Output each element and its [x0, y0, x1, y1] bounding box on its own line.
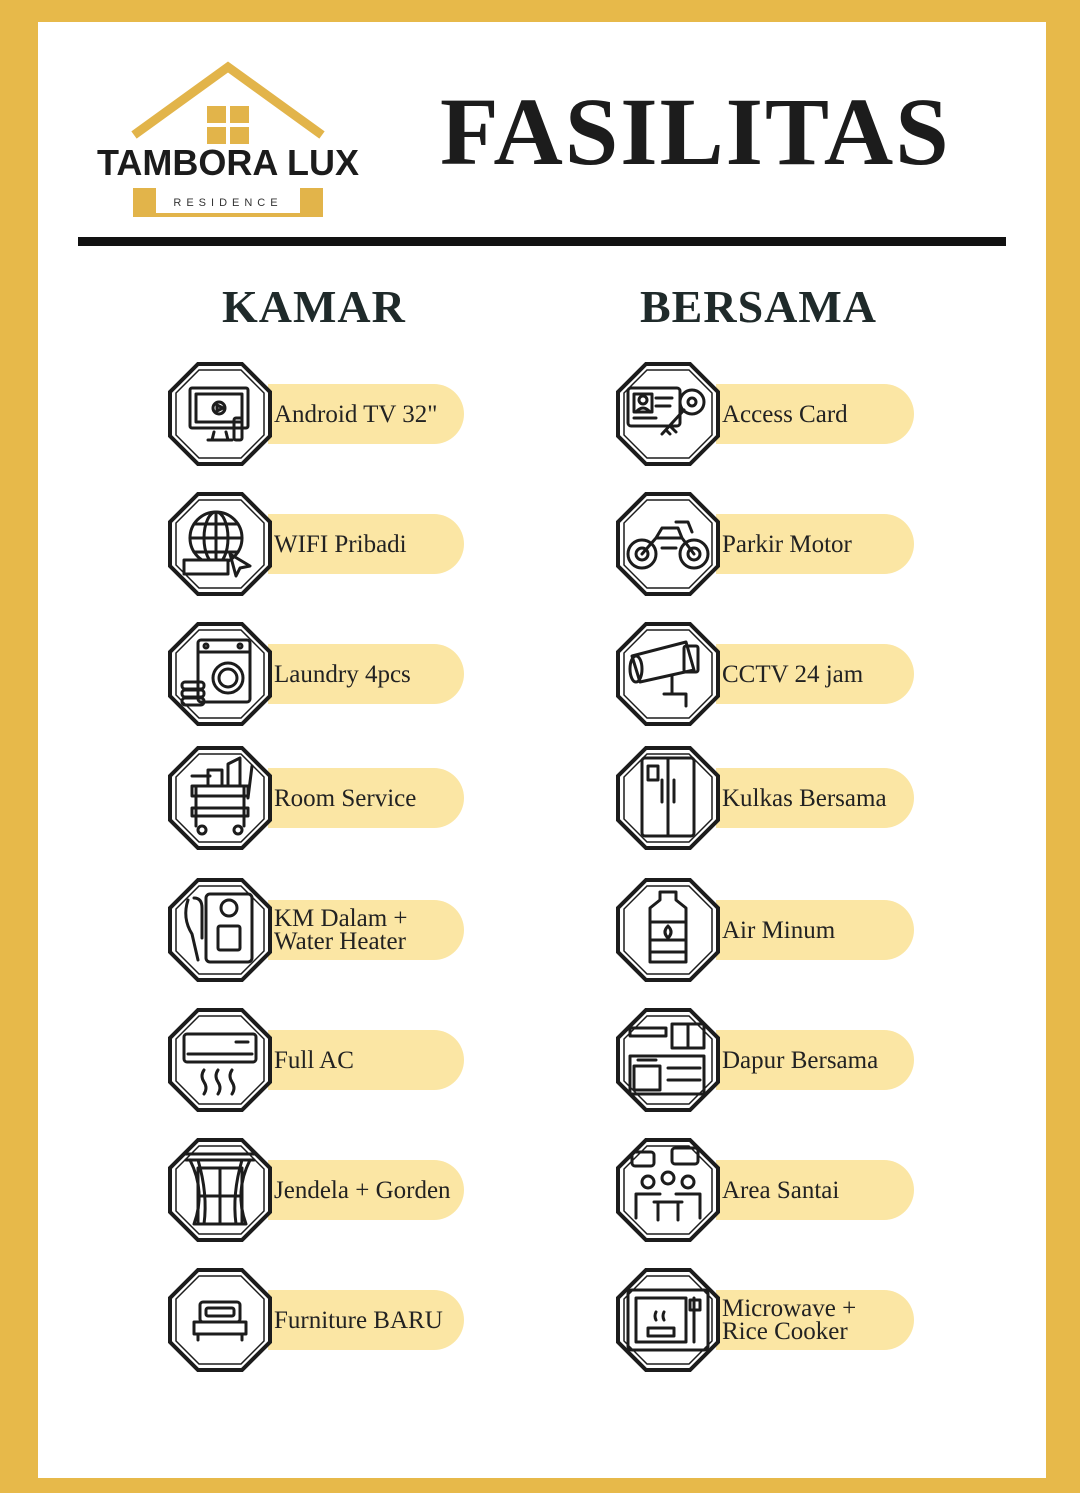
air-conditioner-icon [168, 1008, 272, 1112]
facility-label-pill [268, 1290, 464, 1350]
brand-name: TAMBORA LUX [97, 142, 359, 183]
facility-item [616, 1008, 974, 1112]
bed-icon [168, 1268, 272, 1372]
facility-label: Microwave + Rice Cooker [722, 1295, 857, 1345]
facility-label: Air Minum [722, 916, 836, 944]
facility-item [168, 1268, 524, 1372]
cctv-camera-icon [616, 622, 720, 726]
lounge-chat-icon [616, 1138, 720, 1242]
facility-label: Android TV 32" [274, 400, 438, 428]
facility-item [616, 746, 974, 850]
facility-label: Jendela + Gorden [274, 1176, 451, 1204]
facility-label: CCTV 24 jam [722, 660, 864, 688]
facility-item [616, 1138, 974, 1242]
facility-item [168, 878, 524, 982]
motorcycle-icon [616, 492, 720, 596]
globe-www-icon [168, 492, 272, 596]
facility-label: Laundry 4pcs [274, 660, 411, 688]
facility-label: Room Service [274, 784, 417, 812]
water-heater-icon [168, 878, 272, 982]
heading-kamar: KAMAR [222, 281, 406, 332]
window-curtain-icon [168, 1138, 272, 1242]
facility-label-pill [716, 384, 914, 444]
tv-icon [168, 362, 272, 466]
facility-label-pill [268, 1160, 464, 1220]
facility-label: Kulkas Bersama [722, 784, 887, 812]
page-title: FASILITAS [440, 78, 951, 185]
facility-label-pill [268, 514, 464, 574]
facility-item [168, 746, 524, 850]
cleaning-cart-icon [168, 746, 272, 850]
microwave-icon [616, 1268, 720, 1372]
facility-label-pill [268, 644, 464, 704]
facility-item [168, 1008, 524, 1112]
facility-item [616, 362, 974, 466]
facility-label-pill [268, 384, 464, 444]
heading-bersama: BERSAMA [640, 281, 878, 332]
access-card-key-icon [616, 362, 720, 466]
washing-machine-icon [168, 622, 272, 726]
facility-label-pill [716, 1160, 914, 1220]
facility-label-pill [716, 1290, 914, 1350]
facility-label-pill [716, 514, 914, 574]
facility-label: WIFI Pribadi [274, 530, 407, 558]
facility-label-pill [268, 768, 464, 828]
facility-label: Full AC [274, 1046, 354, 1074]
kitchen-icon [616, 1008, 720, 1112]
facility-label: Area Santai [722, 1176, 840, 1204]
poster-card [38, 22, 1046, 1478]
facility-label-pill [268, 1030, 464, 1090]
facility-item [168, 622, 524, 726]
facility-item [616, 878, 974, 982]
facility-label: KM Dalam + Water Heater [274, 905, 408, 955]
facility-item [168, 492, 524, 596]
facility-item [168, 1138, 524, 1242]
facility-item [616, 1268, 974, 1372]
water-gallon-icon [616, 878, 720, 982]
facility-label-pill [716, 900, 914, 960]
facility-item [168, 362, 524, 466]
facility-label-pill [716, 644, 914, 704]
facility-label: Parkir Motor [722, 530, 852, 558]
facility-label-pill [716, 1030, 914, 1090]
refrigerator-icon [616, 746, 720, 850]
facility-label: Access Card [722, 400, 848, 428]
facility-item [616, 622, 974, 726]
facility-label: Dapur Bersama [722, 1046, 879, 1074]
tambora-lux-logo [88, 47, 388, 217]
brand-subtitle: RESIDENCE [173, 197, 283, 209]
title-divider [78, 237, 1006, 246]
facility-label-pill [268, 900, 464, 960]
facility-label-pill [716, 768, 914, 828]
facility-item [616, 492, 974, 596]
facility-label: Furniture BARU [274, 1306, 443, 1334]
